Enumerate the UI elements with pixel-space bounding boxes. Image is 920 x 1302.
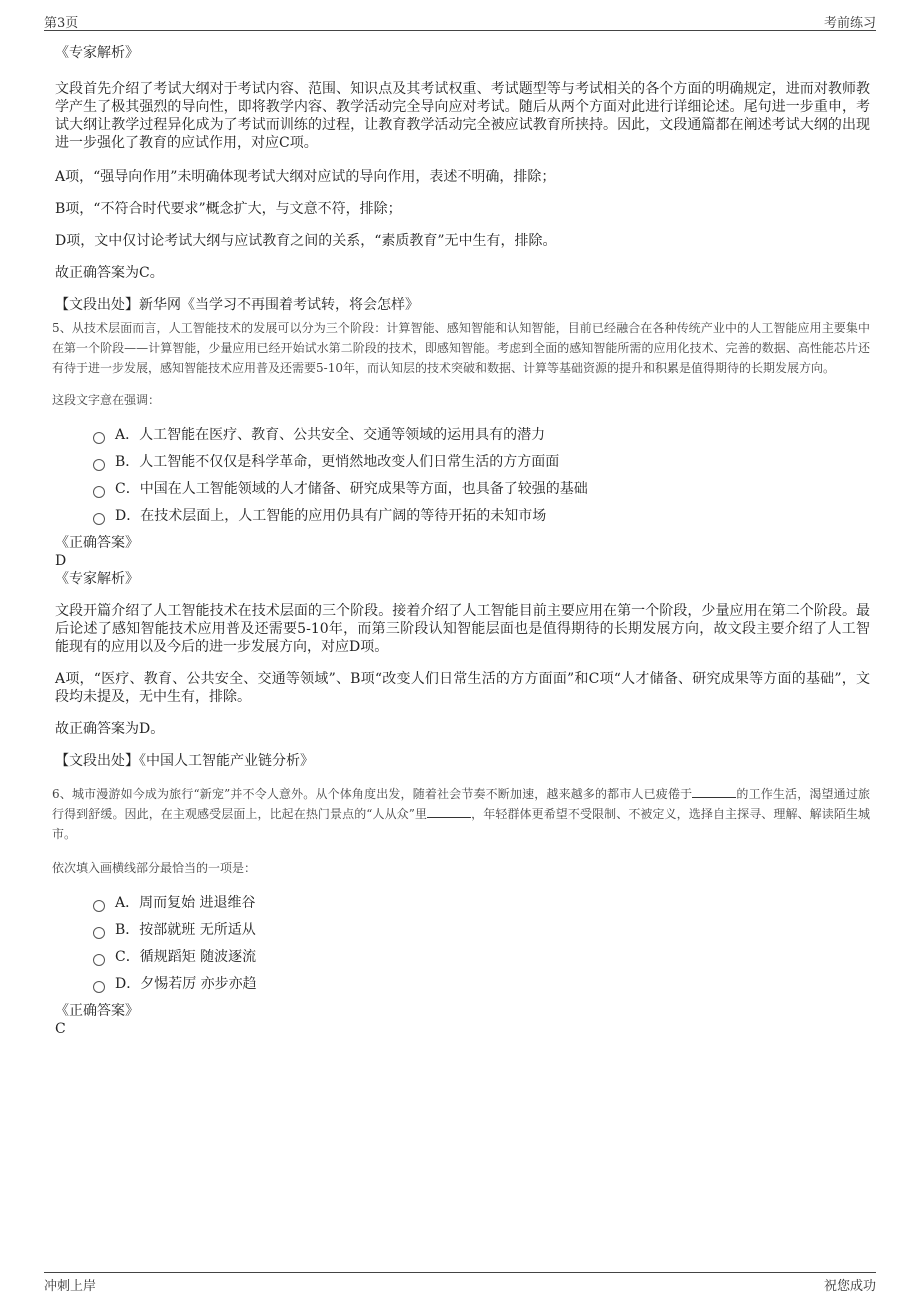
page-number: 第3页 — [44, 16, 79, 31]
radio-icon[interactable] — [93, 432, 105, 444]
header-title: 考前练习 — [823, 16, 876, 31]
page-header — [44, 12, 876, 31]
q5-source: 【文段出处】《中国人工智能产业链分析》 — [55, 753, 314, 769]
q5-question-text: 5、从技术层面而言，人工智能技术的发展可以分为三个阶段：计算智能、感知智能和认知智能，目前已经融合在各种传统产业中的人工智能应用主要集中在第一个阶段——计算智能，少量应用已经开始试水第二阶段的技术，即感知智能。考虑到全面的感知智能所需的应用化技术、完善的数据、高性能芯片还有待于进一步发展，感知智能技术应用普及还需要5-10年，而认知层的技术突破和数据、计算等基础资源的提升和积累是值得期待的长期发展方向。 — [52, 321, 870, 375]
footer-right-text: 祝您成功 — [823, 1279, 876, 1294]
q5-conclusion: 故正确答案为D。 — [55, 721, 165, 737]
q6-option-c[interactable]: C．循规蹈矩 随波逐流 — [93, 944, 870, 971]
q5-option-d[interactable]: D．在技术层面上，人工智能的应用仍具有广阔的等待开拓的未知市场 — [93, 503, 870, 530]
radio-icon[interactable] — [93, 900, 105, 912]
q5-answer: D — [55, 553, 67, 569]
q4-source: 【文段出处】新华网《当学习不再围着考试转，将会怎样》 — [55, 297, 419, 313]
q5-option-c[interactable]: C．中国在人工智能领域的人才储备、研究成果等方面，也具备了较强的基础 — [93, 476, 870, 503]
q5-prompt: 这段文字意在强调： — [52, 393, 161, 407]
q6-prompt: 依次填入画横线部分最恰当的一项是： — [52, 861, 257, 875]
q4-option-b-note: B项，“不符合时代要求”概念扩大，与文意不符，排除； — [55, 201, 402, 217]
q6-answer: C — [55, 1021, 66, 1037]
q5-option-note: A项，“医疗、教育、公共安全、交通等领域”、B项“改变人们日常生活的方方面面”和C项“人才储备、研究成果等方面的基础”，文段均未提及，无中生有，排除。 — [55, 671, 870, 705]
radio-icon[interactable] — [93, 513, 105, 525]
blank-2 — [427, 817, 471, 818]
radio-icon[interactable] — [93, 981, 105, 993]
q4-analysis-label: 《专家解析》 — [55, 45, 139, 61]
q6-option-b[interactable]: B．按部就班 无所适从 — [93, 917, 870, 944]
q4-analysis: 文段首先介绍了考试大纲对于考试内容、范围、知识点及其考试权重、考试题型等与考试相关的各个方面的明确规定，进而对教师教学产生了极其强烈的导向性，即将教学内容、教学活动完全导向应对考试。随后从两个方面对此进行详细论述。尾句进一步重申，考试大纲让教学过程异化成为了考试而训练的过程，让教育教学活动完全被应试教育所挟持。因此，文段通篇都在阐述考试大纲的出现进一步强化了教育的应试作用，对应C项。 — [55, 81, 870, 151]
q6-options — [55, 890, 870, 998]
footer-left-text: 冲刺上岸 — [44, 1279, 97, 1294]
q6-option-d[interactable]: D．夕惕若厉 亦步亦趋 — [93, 971, 870, 998]
radio-icon[interactable] — [93, 486, 105, 498]
radio-icon[interactable] — [93, 927, 105, 939]
q5-analysis-label: 《专家解析》 — [55, 571, 139, 587]
q6-option-a[interactable]: A．周而复始 进退维谷 — [93, 890, 870, 917]
q4-option-d-note: D项，文中仅讨论考试大纲与应试教育之间的关系，“素质教育”无中生有，排除。 — [55, 233, 557, 249]
page-content — [52, 44, 870, 1038]
q5-analysis: 文段开篇介绍了人工智能技术在技术层面的三个阶段。接着介绍了人工智能目前主要应用在第一个阶段，少量应用在第二个阶段。最后论述了感知智能技术应用普及还需要5-10年，而第三阶段认知智能层面也是值得期待的长期发展方向，故文段主要介绍了人工智能现有的应用以及今后的进一步发展方向，对应D项。 — [55, 603, 870, 655]
q4-option-a-note: A项，“强导向作用”未明确体现考试大纲对应试的导向作用，表述不明确，排除； — [55, 169, 556, 185]
q5-option-b[interactable]: B．人工智能不仅仅是科学革命，更悄然地改变人们日常生活的方方面面 — [93, 449, 870, 476]
q5-options — [55, 422, 870, 530]
q5-answer-label: 《正确答案》 — [55, 535, 139, 551]
page-footer — [44, 1272, 876, 1295]
radio-icon[interactable] — [93, 459, 105, 471]
q5-option-a[interactable]: A．人工智能在医疗、教育、公共安全、交通等领域的运用具有的潜力 — [93, 422, 870, 449]
radio-icon[interactable] — [93, 954, 105, 966]
q6-answer-label: 《正确答案》 — [55, 1003, 139, 1019]
q4-conclusion: 故正确答案为C。 — [55, 265, 164, 281]
q6-question-text: 6、城市漫游如今成为旅行“新宠”并不令人意外。从个体角度出发，随着社会节奏不断加速，越来越多的都市人已疲倦于 的工作生活，渴望通过旅行得到舒缓。因此，在主观感受层面上，比起在热门景点的“人从众”里 ，年轻群体更希望不受限制、不被定义，选择自主探寻、理解、解读陌生城市。 — [52, 787, 870, 841]
blank-1 — [692, 797, 736, 798]
